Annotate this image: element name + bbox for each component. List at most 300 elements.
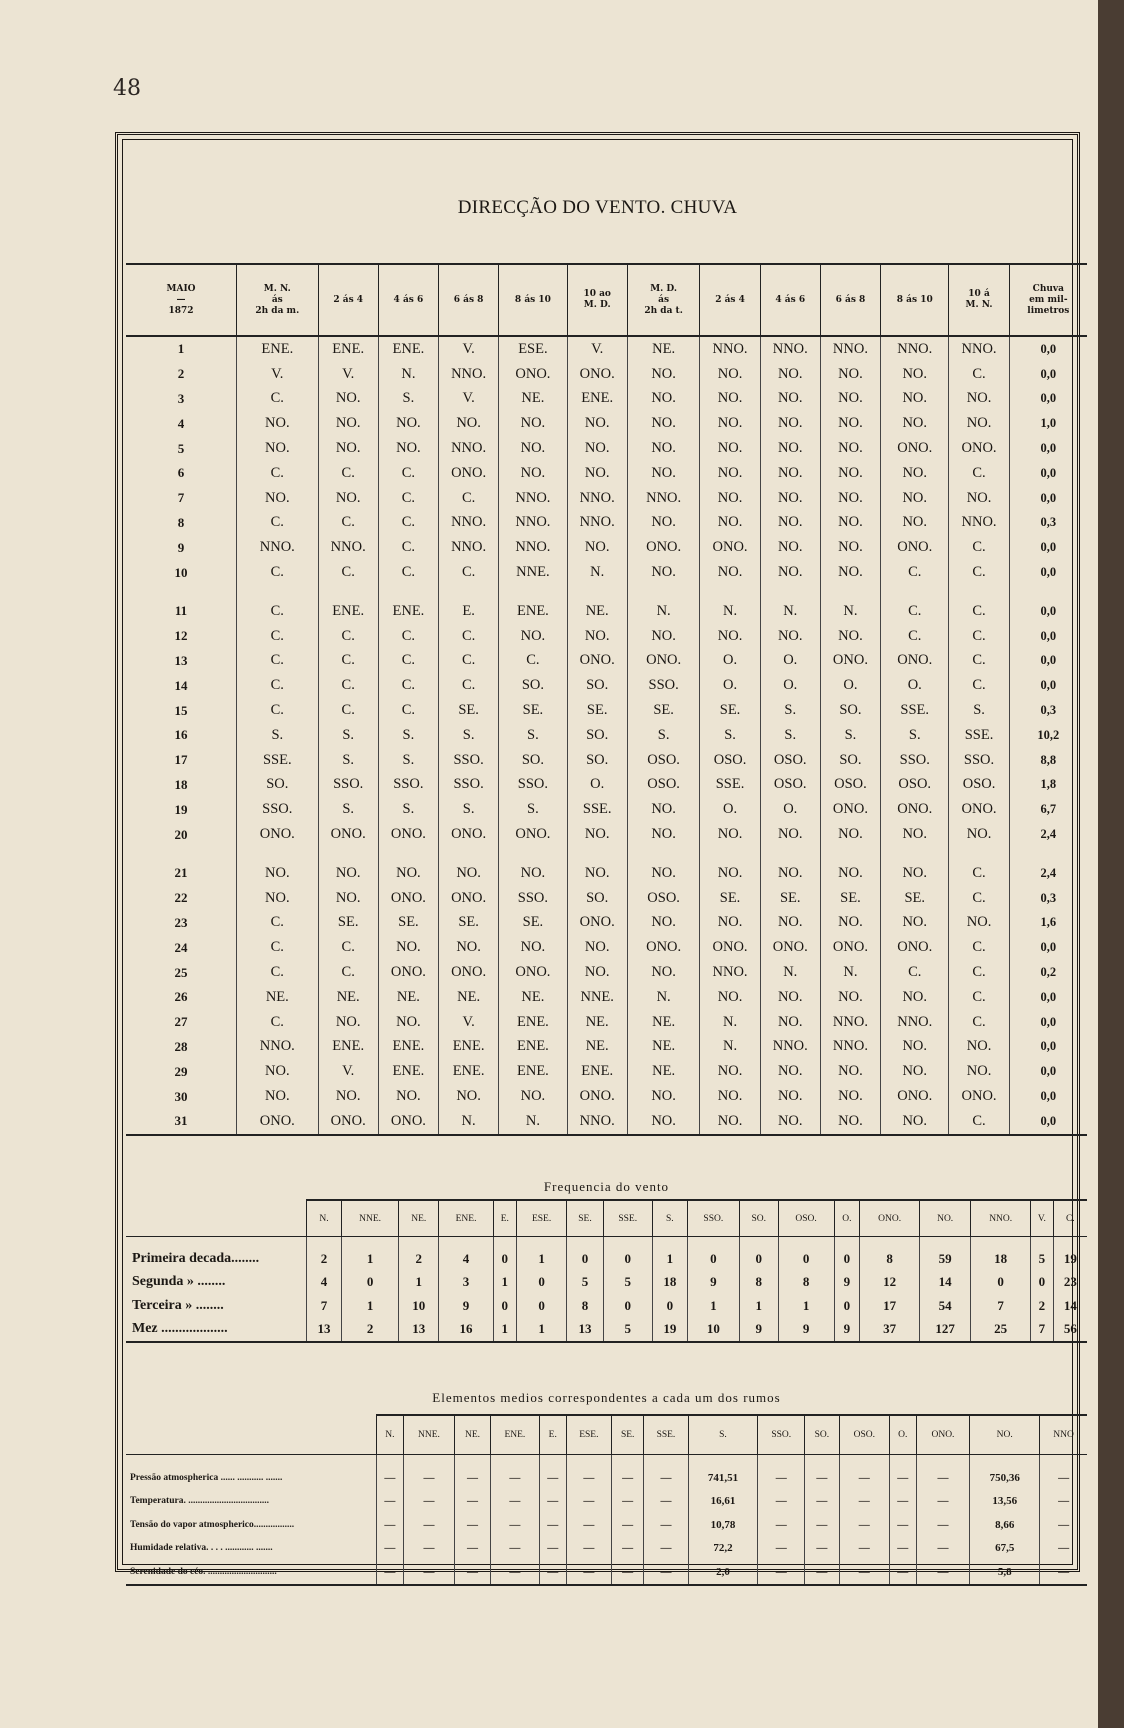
frequency-cell: 0 xyxy=(971,1271,1031,1295)
wind-cell: NE. xyxy=(567,1035,627,1060)
day-cell: 26 xyxy=(174,989,188,1005)
wind-cell: ONO. xyxy=(439,960,499,985)
wind-cell: N. xyxy=(567,560,627,585)
frequency-row xyxy=(126,1318,1087,1343)
wind-cell: ONO. xyxy=(627,535,700,560)
wind-cell: OSO. xyxy=(881,773,949,798)
wind-cell: NO. xyxy=(627,822,700,847)
column-header xyxy=(126,264,237,336)
wind-cell: NO. xyxy=(700,387,760,412)
wind-cell: SSO. xyxy=(881,748,949,773)
wind-cell: C. xyxy=(378,461,438,486)
day-cell: 2 xyxy=(177,366,185,382)
frequency-cell: 0 xyxy=(778,1247,834,1271)
direction-header: E. xyxy=(493,1200,516,1237)
wind-cell: NO. xyxy=(237,861,319,886)
element-cell: — xyxy=(839,1560,889,1585)
day-cell: 6 xyxy=(177,465,185,481)
frequency-row xyxy=(126,1271,1087,1295)
table-row xyxy=(126,1084,1087,1109)
wind-cell: NO. xyxy=(627,387,700,412)
day-cell: 18 xyxy=(174,776,188,792)
element-cell: 5,8 xyxy=(970,1560,1040,1585)
column-header xyxy=(627,264,700,336)
frequency-cell: 25 xyxy=(971,1318,1031,1343)
table-row xyxy=(126,861,1087,886)
frequency-row xyxy=(126,1247,1087,1271)
wind-cell: ONO. xyxy=(439,822,499,847)
element-row xyxy=(126,1513,1087,1537)
column-header-line: 8 ás 10 xyxy=(896,294,933,305)
wind-cell: C. xyxy=(949,985,1009,1010)
day-cell: 7 xyxy=(177,490,185,506)
element-cell: — xyxy=(644,1490,688,1514)
wind-cell: NO. xyxy=(881,985,949,1010)
wind-cell: ENE. xyxy=(318,336,378,362)
wind-cell: NO. xyxy=(439,935,499,960)
element-cell: — xyxy=(566,1560,611,1585)
direction-header: NO. xyxy=(920,1200,971,1237)
column-header-line: 10 á xyxy=(968,289,990,299)
wind-cell: SE. xyxy=(760,886,820,911)
wind-cell: ENE. xyxy=(378,336,438,362)
frequency-cell: 2 xyxy=(1031,1294,1054,1318)
wind-cell: ENE. xyxy=(237,336,319,362)
column-header xyxy=(760,264,820,336)
wind-cell: C. xyxy=(378,535,438,560)
frequency-cell: 0 xyxy=(516,1271,567,1295)
wind-cell: ONO. xyxy=(567,911,627,936)
wind-cell: S. xyxy=(760,698,820,723)
wind-cell: NO. xyxy=(700,861,760,886)
wind-cell: SE. xyxy=(439,698,499,723)
wind-cell: O. xyxy=(760,797,820,822)
direction-header: SSE. xyxy=(644,1415,688,1455)
wind-cell: NO. xyxy=(237,436,319,461)
wind-cell: NE. xyxy=(499,985,567,1010)
frequency-cell: 5 xyxy=(603,1271,652,1295)
direction-header: SSO. xyxy=(758,1415,805,1455)
day-cell: 22 xyxy=(174,890,188,906)
wind-cell: NNO. xyxy=(318,535,378,560)
element-cell: — xyxy=(758,1537,805,1561)
element-cell: — xyxy=(889,1490,916,1514)
wind-cell: S. xyxy=(378,723,438,748)
rain-cell: 0,0 xyxy=(1009,649,1087,674)
direction-header: NO. xyxy=(970,1415,1040,1455)
table-row xyxy=(126,822,1087,847)
wind-cell: C. xyxy=(881,624,949,649)
wind-cell: ONO. xyxy=(499,362,567,387)
frequency-cell: 37 xyxy=(860,1318,920,1343)
wind-cell: NO. xyxy=(567,461,627,486)
day-cell: 21 xyxy=(174,865,188,881)
wind-cell: NO. xyxy=(237,886,319,911)
wind-cell: O. xyxy=(567,773,627,798)
wind-cell: NO. xyxy=(760,560,820,585)
wind-cell: NNE. xyxy=(499,560,567,585)
element-cell: — xyxy=(889,1513,916,1537)
wind-cell: C. xyxy=(881,560,949,585)
element-cell: — xyxy=(566,1513,611,1537)
wind-cell: SE. xyxy=(318,911,378,936)
wind-cell: SO. xyxy=(567,748,627,773)
frequency-cell: 1 xyxy=(493,1271,516,1295)
column-header-line: 2 ás 4 xyxy=(715,294,745,305)
wind-cell: C. xyxy=(237,387,319,412)
direction-header: NNE. xyxy=(403,1415,454,1455)
wind-cell: NO. xyxy=(820,461,880,486)
frequency-cell: 8 xyxy=(860,1247,920,1271)
wind-cell: NO. xyxy=(237,1084,319,1109)
column-header-line: 6 ás 8 xyxy=(835,294,866,305)
element-cell: — xyxy=(566,1466,611,1490)
wind-cell: S. xyxy=(237,723,319,748)
table-row xyxy=(126,911,1087,936)
day-cell: 19 xyxy=(174,801,188,817)
frequency-cell: 1 xyxy=(341,1247,398,1271)
element-cell: — xyxy=(377,1537,404,1561)
element-cell: — xyxy=(490,1537,539,1561)
wind-cell: NO. xyxy=(760,486,820,511)
wind-cell: NO. xyxy=(881,861,949,886)
column-header-line: limetros xyxy=(1027,305,1070,316)
wind-cell: C. xyxy=(237,461,319,486)
wind-cell: NO. xyxy=(881,1109,949,1135)
wind-cell: C. xyxy=(949,673,1009,698)
wind-cell: NO. xyxy=(499,436,567,461)
element-cell: — xyxy=(839,1537,889,1561)
wind-cell: NO. xyxy=(499,935,567,960)
wind-cell: C. xyxy=(949,560,1009,585)
wind-cell: C. xyxy=(949,461,1009,486)
wind-cell: NO. xyxy=(760,624,820,649)
element-cell: 750,36 xyxy=(970,1466,1040,1490)
element-cell: — xyxy=(490,1466,539,1490)
wind-cell: C. xyxy=(237,935,319,960)
wind-cell: ONO. xyxy=(949,1084,1009,1109)
wind-cell: ONO. xyxy=(378,886,438,911)
frequency-cell: 1 xyxy=(739,1294,778,1318)
wind-cell: S. xyxy=(439,723,499,748)
wind-cell: NNO. xyxy=(237,535,319,560)
wind-cell: SSO. xyxy=(318,773,378,798)
wind-cell: C. xyxy=(881,599,949,624)
table-row xyxy=(126,436,1087,461)
row-label: Primeira decada........ xyxy=(132,1250,260,1266)
wind-cell: ONO. xyxy=(567,649,627,674)
wind-cell: NO. xyxy=(949,911,1009,936)
wind-cell: SE. xyxy=(627,698,700,723)
wind-frequency-table xyxy=(126,1199,1087,1343)
wind-cell: N. xyxy=(439,1109,499,1135)
wind-cell: NO. xyxy=(567,411,627,436)
wind-cell: NO. xyxy=(820,436,880,461)
frequency-cell: 5 xyxy=(1031,1247,1054,1271)
wind-cell: S. xyxy=(949,698,1009,723)
rain-cell: 6,7 xyxy=(1009,797,1087,822)
wind-cell: ONO. xyxy=(949,436,1009,461)
direction-header: ESE. xyxy=(566,1415,611,1455)
day-cell: 23 xyxy=(174,914,188,930)
element-cell: — xyxy=(612,1560,644,1585)
column-header xyxy=(499,264,567,336)
wind-cell: C. xyxy=(949,886,1009,911)
wind-cell: ENE. xyxy=(499,1059,567,1084)
wind-cell: ONO. xyxy=(820,797,880,822)
frequency-cell: 10 xyxy=(399,1294,439,1318)
wind-cell: NO. xyxy=(627,411,700,436)
column-header xyxy=(1009,264,1087,336)
column-header xyxy=(949,264,1009,336)
wind-cell: C. xyxy=(318,511,378,536)
wind-cell: ONO. xyxy=(949,797,1009,822)
wind-cell: NO. xyxy=(700,560,760,585)
wind-cell: N. xyxy=(700,1035,760,1060)
wind-cell: N. xyxy=(627,599,700,624)
wind-cell: C. xyxy=(237,1010,319,1035)
wind-cell: NE. xyxy=(567,1010,627,1035)
row-label: Segunda » ........ xyxy=(132,1274,226,1290)
wind-cell: NNE. xyxy=(567,985,627,1010)
direction-header: SSE. xyxy=(603,1200,652,1237)
wind-cell: NO. xyxy=(881,461,949,486)
wind-cell: NO. xyxy=(820,387,880,412)
wind-cell: NO. xyxy=(439,1084,499,1109)
wind-cell: V. xyxy=(318,1059,378,1084)
day-cell: 20 xyxy=(174,826,188,842)
element-cell: — xyxy=(1040,1466,1087,1490)
wind-cell: NO. xyxy=(760,985,820,1010)
frequency-cell: 1 xyxy=(341,1294,398,1318)
column-header xyxy=(567,264,627,336)
row-label: Mez ................... xyxy=(126,1318,307,1343)
table-row xyxy=(126,886,1087,911)
wind-cell: NNO. xyxy=(820,1035,880,1060)
wind-cell: C. xyxy=(378,560,438,585)
element-cell: — xyxy=(1040,1490,1087,1514)
element-cell: — xyxy=(889,1537,916,1561)
wind-cell: NE. xyxy=(439,985,499,1010)
wind-cell: ONO. xyxy=(318,1109,378,1135)
wind-cell: NO. xyxy=(881,362,949,387)
element-cell: — xyxy=(916,1560,970,1585)
wind-cell: O. xyxy=(700,673,760,698)
direction-header: C. xyxy=(1053,1200,1087,1237)
wind-cell: C. xyxy=(237,560,319,585)
frequency-cell: 4 xyxy=(439,1247,494,1271)
column-header-line: 6 ás 8 xyxy=(453,294,484,305)
wind-cell: NO. xyxy=(700,411,760,436)
wind-cell: NO. xyxy=(700,911,760,936)
frequency-cell: 0 xyxy=(834,1247,860,1271)
wind-cell: S. xyxy=(700,723,760,748)
wind-cell: ONO. xyxy=(318,822,378,847)
element-cell: — xyxy=(839,1513,889,1537)
element-cell: — xyxy=(612,1537,644,1561)
wind-cell: NO. xyxy=(499,461,567,486)
wind-cell: E. xyxy=(439,599,499,624)
frequency-cell: 56 xyxy=(1053,1318,1087,1343)
wind-cell: ENE. xyxy=(439,1059,499,1084)
wind-cell: SE. xyxy=(378,911,438,936)
wind-cell: ESE. xyxy=(499,336,567,362)
wind-cell: C. xyxy=(378,649,438,674)
wind-cell: NO. xyxy=(378,411,438,436)
wind-cell: NO. xyxy=(820,362,880,387)
element-cell: — xyxy=(758,1466,805,1490)
day-cell: 30 xyxy=(174,1088,188,1104)
element-cell: — xyxy=(539,1537,566,1561)
wind-cell: NO. xyxy=(760,387,820,412)
wind-cell: S. xyxy=(378,387,438,412)
wind-cell: NO. xyxy=(627,960,700,985)
element-cell: — xyxy=(403,1537,454,1561)
day-cell: 4 xyxy=(177,415,185,431)
wind-cell: SSO. xyxy=(439,773,499,798)
element-cell: 13,56 xyxy=(970,1490,1040,1514)
element-cell: — xyxy=(403,1560,454,1585)
element-cell: — xyxy=(758,1513,805,1537)
element-cell: — xyxy=(805,1490,840,1514)
column-header-line: MAIO xyxy=(166,283,196,294)
frequency-cell: 18 xyxy=(652,1271,687,1295)
table-row xyxy=(126,797,1087,822)
day-cell: 27 xyxy=(174,1014,188,1030)
table-row xyxy=(126,1035,1087,1060)
direction-header: ONO. xyxy=(916,1415,970,1455)
wind-cell: NNO. xyxy=(439,535,499,560)
wind-cell: SE. xyxy=(700,698,760,723)
rain-cell: 1,6 xyxy=(1009,911,1087,936)
element-cell: — xyxy=(916,1513,970,1537)
frequency-cell: 9 xyxy=(439,1294,494,1318)
wind-cell: NO. xyxy=(318,1010,378,1035)
element-cell: — xyxy=(805,1466,840,1490)
wind-cell: O. xyxy=(760,673,820,698)
column-header-line: — xyxy=(176,294,186,305)
element-cell: — xyxy=(916,1490,970,1514)
wind-cell: NO. xyxy=(760,461,820,486)
frequency-cell: 0 xyxy=(493,1247,516,1271)
column-header-line: 2h da t. xyxy=(644,305,683,316)
wind-cell: NE. xyxy=(627,1010,700,1035)
frequency-cell: 17 xyxy=(860,1294,920,1318)
wind-cell: NO. xyxy=(627,797,700,822)
frequency-cell: 0 xyxy=(493,1294,516,1318)
day-cell: 31 xyxy=(126,1109,237,1135)
wind-cell: NE. xyxy=(499,387,567,412)
wind-cell: ENE. xyxy=(567,1059,627,1084)
row-label: Terceira » ........ xyxy=(132,1297,224,1313)
table-row xyxy=(126,985,1087,1010)
wind-cell: C. xyxy=(237,698,319,723)
direction-header: O. xyxy=(889,1415,916,1455)
element-cell: — xyxy=(377,1490,404,1514)
wind-cell: NO. xyxy=(760,1010,820,1035)
row-label: Pressão atmospherica ...... ........... ....... xyxy=(130,1472,283,1483)
wind-cell: S. xyxy=(318,748,378,773)
direction-header: N. xyxy=(307,1200,342,1237)
decade-separator xyxy=(126,585,1087,599)
wind-cell: C. xyxy=(949,1010,1009,1035)
wind-cell: ENE. xyxy=(499,1010,567,1035)
column-header xyxy=(700,264,760,336)
rain-cell: 1,0 xyxy=(1009,411,1087,436)
wind-cell: S. xyxy=(318,797,378,822)
frequency-cell: 8 xyxy=(778,1271,834,1295)
wind-cell: SSE. xyxy=(700,773,760,798)
direction-header: O. xyxy=(834,1200,860,1237)
column-header-line: ás xyxy=(271,294,283,305)
wind-cell: NO. xyxy=(820,861,880,886)
wind-cell: NO. xyxy=(881,411,949,436)
wind-cell: NO. xyxy=(499,1084,567,1109)
wind-cell: NO. xyxy=(760,1059,820,1084)
element-cell: — xyxy=(539,1560,566,1585)
wind-cell: SSE. xyxy=(881,698,949,723)
wind-cell: OSO. xyxy=(760,773,820,798)
wind-cell: C. xyxy=(318,673,378,698)
element-row xyxy=(126,1537,1087,1561)
frequency-cell: 59 xyxy=(920,1247,971,1271)
element-cell: — xyxy=(1040,1560,1087,1585)
direction-header: OSO. xyxy=(839,1415,889,1455)
wind-cell: NNO. xyxy=(499,511,567,536)
element-cell: — xyxy=(490,1513,539,1537)
wind-cell: NNO. xyxy=(499,535,567,560)
wind-cell: ONO. xyxy=(567,362,627,387)
wind-cell: NO. xyxy=(567,935,627,960)
wind-cell: C. xyxy=(318,935,378,960)
element-row xyxy=(126,1490,1087,1514)
wind-cell: NO. xyxy=(700,1109,760,1135)
day-cell: 15 xyxy=(174,702,188,718)
wind-cell: NO. xyxy=(627,436,700,461)
wind-cell: NO. xyxy=(318,861,378,886)
element-cell: — xyxy=(758,1560,805,1585)
wind-cell: S. xyxy=(820,723,880,748)
column-header xyxy=(820,264,880,336)
row-label-header xyxy=(126,1200,307,1237)
wind-cell: OSO. xyxy=(820,773,880,798)
wind-cell: C. xyxy=(949,624,1009,649)
rain-cell: 0,0 xyxy=(1009,1084,1087,1109)
direction-header: SSO. xyxy=(687,1200,739,1237)
table-row xyxy=(126,1059,1087,1084)
wind-cell: OSO. xyxy=(760,748,820,773)
wind-cell: N. xyxy=(700,599,760,624)
wind-cell: NNO. xyxy=(439,436,499,461)
wind-cell: NO. xyxy=(567,624,627,649)
wind-cell: NO. xyxy=(949,1035,1009,1060)
rain-cell: 8,8 xyxy=(1009,748,1087,773)
frequency-cell: 19 xyxy=(652,1318,687,1343)
element-cell: — xyxy=(539,1490,566,1514)
wind-cell: C. xyxy=(378,698,438,723)
day-cell: 10 xyxy=(174,564,188,580)
wind-cell: NO. xyxy=(881,911,949,936)
element-cell: 8,66 xyxy=(970,1513,1040,1537)
element-cell: 67,5 xyxy=(970,1537,1040,1561)
element-cell: — xyxy=(612,1490,644,1514)
wind-cell: NO. xyxy=(700,1059,760,1084)
table-row xyxy=(126,748,1087,773)
rain-cell: 0,0 xyxy=(1009,1059,1087,1084)
wind-cell: SSO. xyxy=(499,886,567,911)
element-cell: — xyxy=(916,1466,970,1490)
column-header xyxy=(237,264,319,336)
